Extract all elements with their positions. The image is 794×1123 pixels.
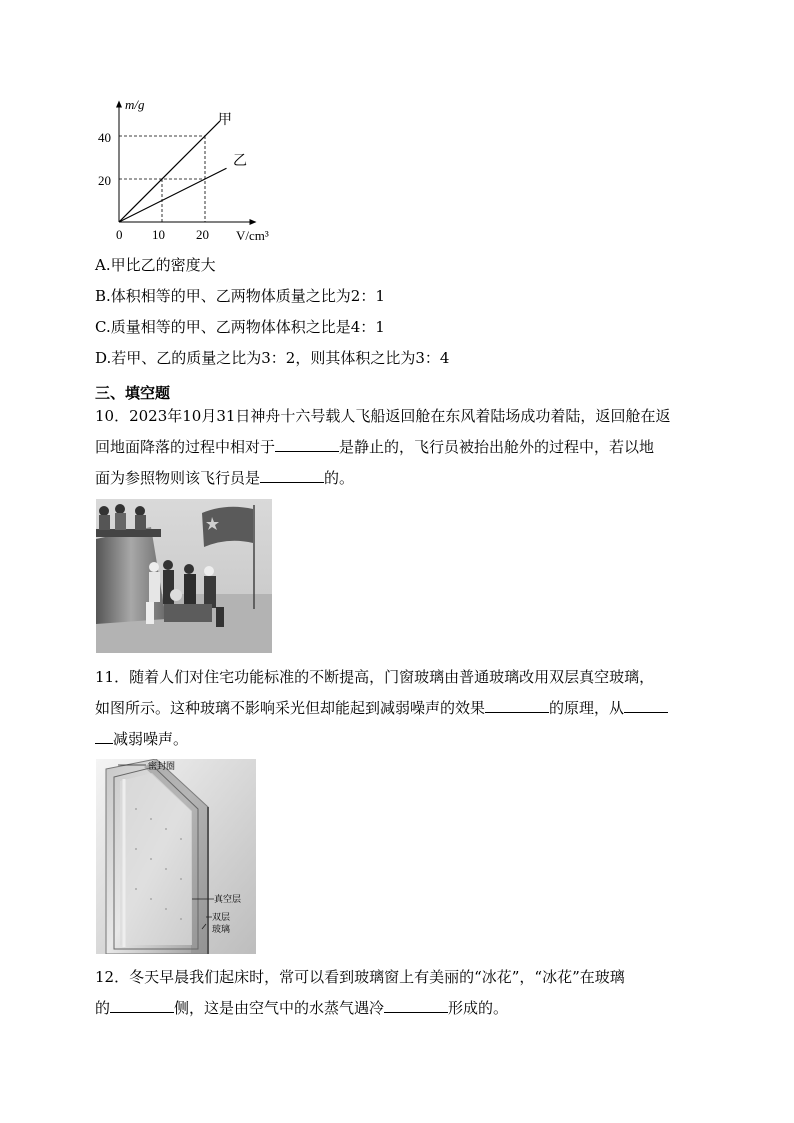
x-tick-0: 0 <box>116 227 123 242</box>
q10-blank-1[interactable] <box>275 437 339 452</box>
y-axis-label: m/g <box>125 97 145 112</box>
option-d: D.若甲、乙的质量之比为3：2，则其体积之比为3：4 <box>95 349 450 367</box>
x-axis-label: V/cm³ <box>236 228 269 243</box>
x-axis-arrow <box>250 219 257 225</box>
q10-text-2a: 回地面降落的过程中相对于 <box>95 438 276 456</box>
option-a: A.甲比乙的密度大 <box>95 256 216 274</box>
label-vacuum-layer: 真空层 <box>214 895 242 905</box>
vacuum-glass-figure <box>96 759 256 954</box>
line-label-yi: 乙 <box>233 154 247 169</box>
option-b: B.体积相等的甲、乙两物体质量之比为2：1 <box>95 287 385 305</box>
q11-text-2a: 如图所示。这种玻璃不影响采光但却能起到减弱噪声的效果 <box>95 699 486 717</box>
capsule-landing-photo <box>96 499 272 653</box>
label-seal-ring: 密封圈 <box>148 762 176 772</box>
label-double-layer: 双层 <box>212 913 231 923</box>
vacuum-glass-illustration <box>96 759 256 954</box>
q12-text-2a: 的 <box>95 999 111 1017</box>
x-tick-10: 10 <box>152 227 165 242</box>
q10-text-3a: 面为参照物则该飞行员是 <box>95 469 261 487</box>
q10-line-2 <box>95 437 654 457</box>
q11-line-3 <box>95 729 188 749</box>
q11-line-1: 11．随着人们对住宅功能标准的不断提高，门窗玻璃由普通玻璃改用双层真空玻璃， <box>95 668 655 686</box>
section-title: 三、填空题 <box>95 384 171 402</box>
q11-line-2 <box>95 698 668 718</box>
q11-text-2b: 的原理，从 <box>549 699 625 717</box>
q12-blank-1[interactable] <box>110 998 174 1013</box>
y-axis-arrow <box>116 101 122 108</box>
series-line-yi <box>119 168 227 222</box>
q12-line-1: 12．冬天早晨我们起床时，常可以看到玻璃窗上有美丽的“冰花”，“冰花”在玻璃 <box>95 968 625 986</box>
option-c: C.质量相等的甲、乙两物体体积之比是4：1 <box>95 318 385 336</box>
q10-line-1: 10．2023年10月31日神舟十六号载人飞船返回舱在东风着陆场成功着陆，返回舱在返 <box>95 407 671 425</box>
x-tick-20: 20 <box>196 227 209 242</box>
label-glass: 玻璃 <box>212 925 231 935</box>
q12-text-2c: 形成的。 <box>448 999 509 1017</box>
y-tick-40: 40 <box>98 130 111 145</box>
q12-text-2b: 侧，这是由空气中的水蒸气遇冷 <box>174 999 385 1017</box>
y-tick-20: 20 <box>98 173 111 188</box>
q11-blank-1[interactable] <box>485 698 549 713</box>
q12-blank-2[interactable] <box>384 998 448 1013</box>
q10-text-2b: 是静止的，飞行员被抬出舱外的过程中，若以地 <box>339 438 655 456</box>
mass-volume-graph <box>95 95 295 245</box>
q11-text-3b: 减弱噪声。 <box>113 730 189 748</box>
q11-blank-2b[interactable] <box>95 729 113 744</box>
q10-line-3 <box>95 468 354 488</box>
q12-line-2 <box>95 998 508 1018</box>
q11-blank-2a[interactable] <box>624 698 668 713</box>
line-label-jia: 甲 <box>218 113 232 128</box>
q10-text-3b: 的。 <box>324 469 355 487</box>
q10-blank-2[interactable] <box>260 468 324 483</box>
